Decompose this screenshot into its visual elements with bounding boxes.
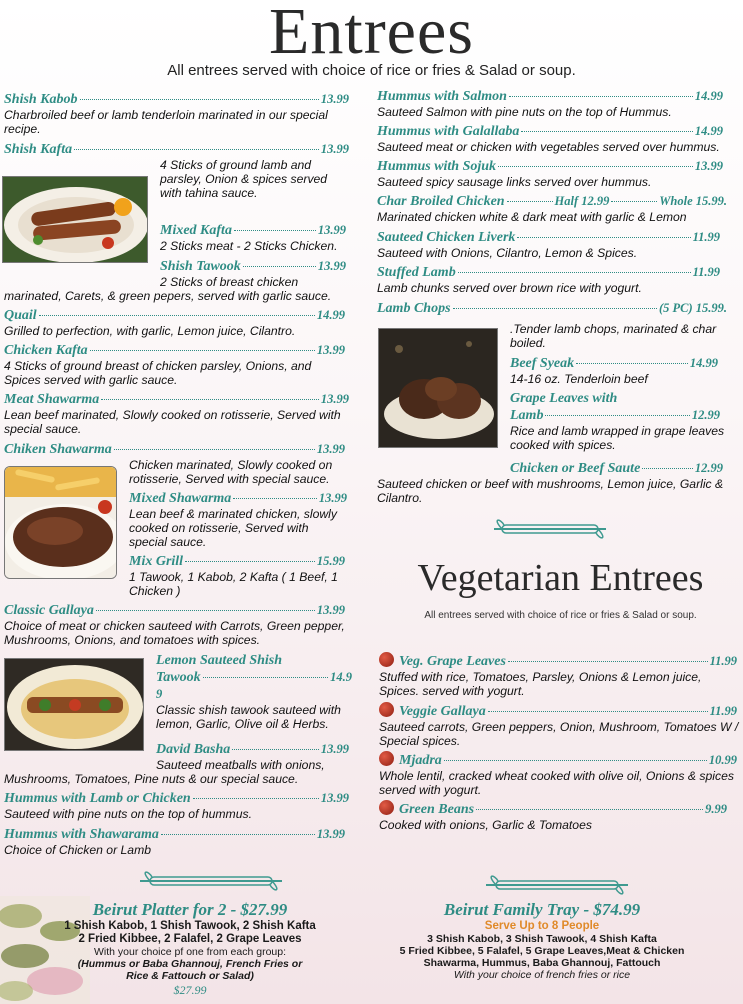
item-chicken-beef-saute (510, 460, 723, 477)
item-desc: Lean beef marinated, Slowly cooked on rotisserie, Served with special sauce. (4, 408, 341, 436)
item-desc: 14-16 oz. Tenderloin beef (510, 372, 648, 386)
item-name: Shish Kabob (4, 92, 78, 107)
lamb-chops-photo (378, 328, 498, 448)
family-line: Shawarma, Hummus, Baba Ghannouj, Fattouch (423, 957, 661, 969)
ornament-divider (482, 872, 632, 890)
item-name: Hummus with Galallaba (377, 124, 520, 139)
platter-line: (Hummus or Baba Ghannouj, French Fries or (77, 958, 303, 970)
family-line: With your choice of french fries or rice (453, 969, 631, 981)
item-price-whole: Whole 15.99. (659, 194, 728, 208)
item-price: 14.99 (694, 124, 723, 138)
item-desc: Lamb chunks served over brown rice with yogurt. (377, 281, 642, 295)
veg-item (379, 700, 739, 748)
page-subtitle: All entrees served with choice of rice or fries & Salad or soup. (167, 62, 576, 79)
item-name: Veggie Gallaya (399, 704, 486, 719)
item-name: Quail (4, 308, 37, 323)
item-price: 11.99 (692, 265, 720, 279)
veg-item (379, 798, 739, 832)
vegetarian-title: Vegetarian Entrees (417, 557, 704, 599)
item-name: Grape Leaves with (510, 391, 618, 406)
item-price: 13.99 (316, 343, 345, 357)
tomato-icon (379, 702, 394, 717)
family-title: Beirut Family Tray - $74.99 (443, 900, 641, 919)
item-desc: Sauteed spicy sausage links served over hummus. (377, 175, 652, 189)
item-hummus-shawarma (4, 826, 345, 857)
item-price-cont: 9 (156, 687, 163, 701)
item-lamb-chops (377, 300, 727, 317)
item-chiken-shawarma (4, 441, 345, 458)
item-name: Hummus with Shawarama (4, 827, 159, 842)
family-line: 3 Shish Kabob, 3 Shish Tawook, 4 Shish Kafta (427, 933, 657, 945)
item-beef-steak (510, 355, 718, 386)
item-david-basha (156, 741, 349, 772)
item-price: 13.99 (320, 742, 349, 756)
item-desc: Cooked with onions, Garlic & Tomatoes (379, 818, 592, 832)
family-serve: Serve Up to 8 People (484, 920, 600, 932)
platter-line: 1 Shish Kabob, 1 Shish Tawook, 2 Shish Kafta (64, 920, 316, 932)
item-desc: Choice of meat or chicken sauteed with Carrots, Green pepper, Mushrooms, Onions, and tomatoes with spices. (4, 619, 345, 647)
item-desc: Charbroiled beef or lamb tenderloin marinated in our special recipe. (4, 108, 328, 136)
item-price-half: Half 12.99 (554, 194, 610, 208)
platter-line: 2 Fried Kibbee, 2 Falafel, 2 Grape Leaves (78, 933, 302, 945)
item-desc: Whole lentil, cracked wheat cooked with olive oil, Onions & spices served with yogurt. (379, 769, 734, 797)
family-line: 5 Fried Kibbee, 5 Falafel, 5 Grape Leaves,Meat & Chicken (399, 945, 685, 957)
item-price: 13.99 (317, 223, 346, 237)
item-name: Lemon Sauteed Shish (156, 653, 283, 668)
item-name: Sauteed Chicken Liverk (377, 230, 516, 245)
item-desc: Stuffed with rice, Tomatoes, Parsley, Onions & Lemon juice, Spices. served with yogurt. (379, 670, 702, 698)
item-name: Mjadra (399, 753, 442, 768)
item-char-broiled-chicken (377, 193, 727, 224)
shish-kafta-desc: 4 Sticks of ground lamb and parsley, Onion & spices served with tahina sauce. (160, 158, 328, 200)
item-name: Green Beans (399, 802, 475, 817)
item-mixed-shawarma (129, 490, 347, 549)
item-meat-shawarma (4, 391, 349, 436)
tawook-photo (4, 658, 144, 751)
item-chicken-liver (377, 229, 720, 260)
item-price: 14.99 (694, 89, 723, 103)
item-price: 14.9 (330, 670, 352, 684)
ornament-divider (136, 868, 286, 886)
lamb-chops-desc: .Tender lamb chops, marinated & char boiled. (510, 322, 717, 350)
item-mix-grill (129, 553, 345, 598)
item-desc: 2 Sticks meat - 2 Sticks Chicken. (160, 239, 338, 253)
item-desc: Rice and lamb wrapped in grape leaves cooked with spices. (510, 424, 725, 452)
item-name: Shish Kafta (4, 142, 73, 157)
item-desc: 4 Sticks of ground breast of chicken parsley, Onions, and Spices served with garlic sauce. (4, 359, 312, 387)
item-price: 11.99 (692, 230, 720, 244)
item-price: 15.99 (316, 554, 345, 568)
item-desc: Sauteed meatballs with onions, (156, 758, 325, 772)
item-price: 12.99 (691, 408, 720, 422)
shawarma-photo (4, 466, 117, 579)
item-name: Classic Gallaya (4, 603, 94, 618)
item-name: Chiken Shawarma (4, 442, 112, 457)
tomato-icon (379, 800, 394, 815)
item-shish-kafta (4, 141, 349, 158)
item-desc: 1 Tawook, 1 Kabob, 2 Kafta ( 1 Beef, 1 Chicken ) (129, 570, 338, 598)
platter-title: Beirut Platter for 2 - $27.99 (92, 900, 288, 919)
item-name: Lamb Chops (377, 301, 451, 316)
item-price: 13.99 (320, 392, 349, 406)
item-price: 13.99 (316, 603, 345, 617)
item-name: Hummus with Sojuk (377, 159, 497, 174)
tomato-icon (379, 751, 394, 766)
item-name-cont: Tawook (156, 670, 201, 685)
platter-line: Rice & Fattouch or Salad) (126, 970, 254, 982)
item-price: 14.99 (689, 356, 718, 370)
item-mixed-kafta (160, 222, 346, 253)
item-price: 14.99 (316, 308, 345, 322)
shish-kafta-photo (2, 176, 148, 263)
item-name: Hummus with Lamb or Chicken (4, 791, 191, 806)
item-hummus-lamb (4, 790, 349, 821)
chiken-shawarma-desc: Chicken marinated, Slowly cooked on rotisserie, Served with special sauce. (129, 458, 333, 486)
item-name: Shish Tawook (160, 259, 241, 274)
item-grape-leaves-lamb (510, 390, 735, 452)
item-price: 13.99 (316, 827, 345, 841)
item-price: 9.99 (705, 802, 727, 816)
item-name: Veg. Grape Leaves (399, 654, 506, 669)
platter-price: $27.99 (173, 983, 207, 997)
item-name: Meat Shawarma (4, 392, 100, 407)
item-price: 13.99 (318, 491, 347, 505)
item-desc: Sauteed carrots, Green peppers, Onion, Mushroom, Tomatoes W / Special spices. (379, 720, 739, 748)
item-name: Mix Grill (129, 554, 184, 569)
item-price: 13.99 (320, 92, 349, 106)
item-name: Chicken or Beef Saute (510, 461, 641, 476)
item-desc: Sauteed with pine nuts on the top of hummus. (4, 807, 252, 821)
item-name: Mixed Kafta (160, 223, 232, 238)
item-price: 13.99 (316, 442, 345, 456)
item-stuffed-lamb (377, 264, 720, 295)
item-name: Char Broiled Chicken (377, 194, 505, 209)
shish-tawook-desc-cont: marinated, Carets, & green pepers, served with garlic sauce. (4, 289, 332, 303)
item-desc: Classic shish tawook sauteed with lemon, Garlic, Olive oil & Herbs. (156, 703, 341, 731)
item-desc: Marinated chicken white & dark meat with garlic & Lemon (377, 210, 687, 224)
item-desc: Sauteed Salmon with pine nuts on the top of Hummus. (377, 105, 672, 119)
item-name: Stuffed Lamb (377, 265, 456, 280)
veg-item (379, 749, 739, 797)
item-desc: Choice of Chicken or Lamb (4, 843, 151, 857)
item-shish-kabob (4, 91, 349, 136)
item-desc: Lean beef & marinated chicken, slowly cooked on rotisserie, Served with special sauce. (129, 507, 337, 549)
item-name: Hummus with Salmon (377, 89, 507, 104)
item-desc: 2 Sticks of breast chicken (160, 275, 299, 289)
item-chicken-kafta (4, 342, 345, 387)
ornament-divider (490, 516, 610, 534)
item-price: 13.99 (694, 159, 723, 173)
item-price: 12.99 (694, 461, 723, 475)
beirut-platter (40, 900, 340, 996)
page-title: Entrees (269, 0, 474, 68)
item-quail (4, 307, 345, 338)
vegetarian-subtitle: All entrees served with choice of rice or fries & Salad or soup. (424, 610, 697, 621)
item-hummus-salmon (377, 88, 725, 119)
beirut-family-tray (392, 900, 692, 981)
item-lemon-tawook (156, 652, 352, 731)
item-price: 10.99 (708, 753, 737, 767)
item-hummus-galallaba (377, 123, 737, 154)
item-price: 13.99 (317, 259, 346, 273)
item-name-cont: Lamb (510, 408, 544, 423)
platter-line: With your choice pf one from each group: (93, 946, 286, 958)
item-desc: Sauteed meat or chicken with vegetables served over hummus. (377, 140, 720, 154)
chicken-beef-saute-desc: Sauteed chicken or beef with mushrooms, Lemon juice, Garlic & Cilantro. (377, 477, 724, 505)
item-desc: Grilled to perfection, with garlic, Lemon juice, Cilantro. (4, 324, 296, 338)
item-price: 11.99 (709, 704, 737, 718)
item-price: 13.99 (320, 791, 349, 805)
item-name: Chicken Kafta (4, 343, 88, 358)
veg-item (379, 650, 739, 698)
item-name: Mixed Shawarma (129, 491, 232, 506)
item-shish-tawook (160, 258, 346, 289)
item-hummus-sojuk (377, 158, 723, 189)
item-name: Beef Syeak (510, 356, 575, 371)
item-price: 13.99 (320, 142, 349, 156)
item-classic-gallaya (4, 602, 354, 647)
david-basha-desc-cont: Mushrooms, Tomatoes, Pine nuts & our special sauce. (4, 772, 299, 786)
item-price: 11.99 (709, 654, 737, 668)
item-name: David Basha (156, 742, 231, 757)
item-desc: Sauteed with Onions, Cilantro, Lemon & Spices. (377, 246, 638, 260)
item-price: (5 PC) 15.99. (658, 301, 727, 315)
tomato-icon (379, 652, 394, 667)
